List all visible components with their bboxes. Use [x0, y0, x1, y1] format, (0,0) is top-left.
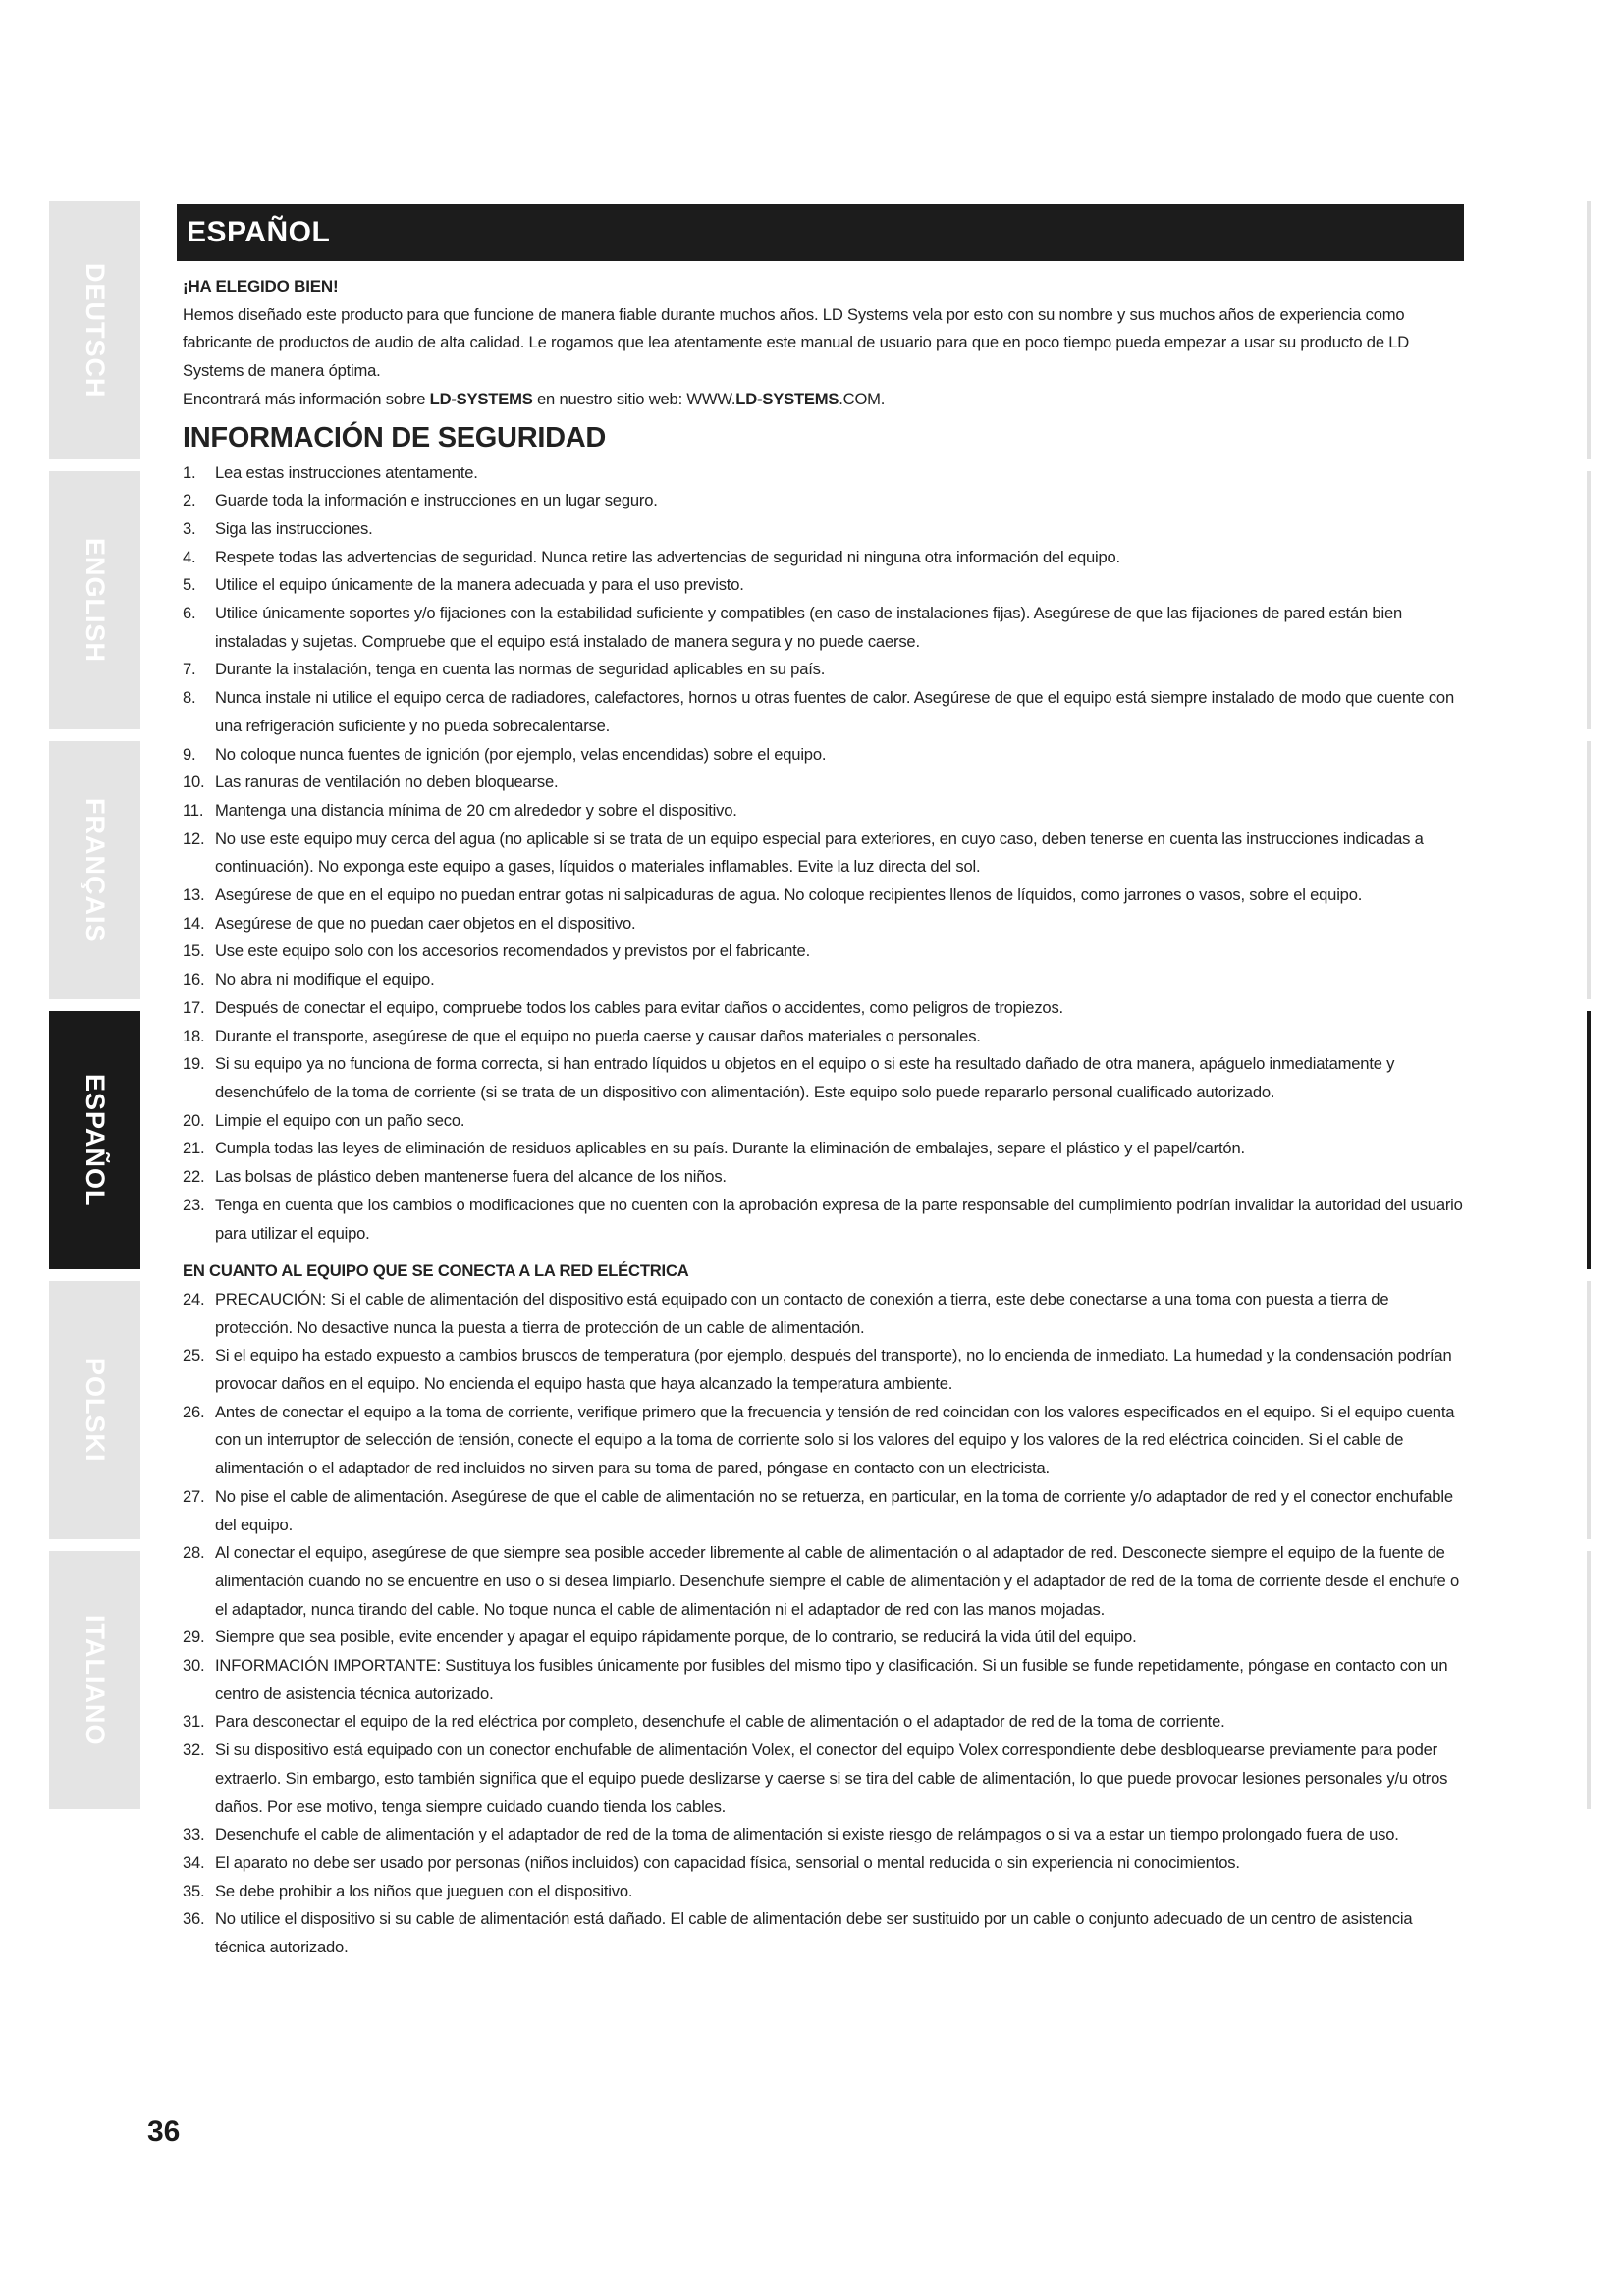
item-text: Tenga en cuenta que los cambios o modificaciones que no cuenten con la aprobación expresa de la parte responsable del cumplimiento podrían invalidar la autoridad del usuario para utilizar el equipo. [215, 1195, 1463, 1243]
list-item [183, 769, 1464, 797]
tab-espanol[interactable]: ESPAÑOL [49, 1011, 140, 1269]
edge-marker-polski [1587, 1281, 1591, 1539]
item-number: 19. [183, 1054, 205, 1074]
item-number: 8. [183, 688, 196, 708]
item-text: Cumpla todas las leyes de eliminación de residuos aplicables en su país. Durante la eliminación de embalajes, separe el plástico y el papel/cartón. [215, 1139, 1245, 1158]
list-item [183, 910, 1464, 938]
edge-marker-english [1587, 471, 1591, 729]
item-text: Al conectar el equipo, asegúrese de que siempre sea posible acceder libremente al cable de alimentación o al adaptador de red. Desconecte siempre el equipo de la fuente de alimentación cuando no se encuentre en uso o si desea limpiarlo. Desenchufe siempre el cable de alimentación y el adaptador de red de la toma de corriente desde el enchufe o el adaptador, nunca tirando del cable. No toque nunca el cable de alimentación ni el adaptador de red con las manos mojadas. [215, 1543, 1459, 1619]
item-text: El aparato no debe ser usado por personas (niños incluidos) con capacidad física, sensorial o mental reducida o sin experiencia ni conocimientos. [215, 1852, 1240, 1872]
item-number: 7. [183, 660, 196, 679]
electric-section-title: EN CUANTO AL EQUIPO QUE SE CONECTA A LA RED ELÉCTRICA [183, 1261, 689, 1281]
item-text: No coloque nunca fuentes de ignición (por ejemplo, velas encendidas) sobre el equipo. [215, 744, 827, 764]
item-number: 35. [183, 1881, 205, 1900]
item-text: No abra ni modifique el equipo. [215, 970, 435, 989]
item-number: 16. [183, 970, 205, 989]
list-item [183, 1286, 1464, 1342]
page-number: 36 [147, 2115, 181, 2148]
list-item [183, 544, 1464, 572]
list-item [183, 1163, 1464, 1192]
list-item [183, 826, 1464, 881]
item-text: Las ranuras de ventilación no deben bloquearse. [215, 773, 559, 792]
item-number: 12. [183, 828, 205, 848]
item-number: 10. [183, 773, 205, 792]
item-number: 14. [183, 913, 205, 933]
item-text: Asegúrese de que no puedan caer objetos en el dispositivo. [215, 913, 636, 933]
item-text: Mantenga una distancia mínima de 20 cm alrededor y sobre el dispositivo. [215, 800, 737, 820]
tab-english[interactable]: ENGLISH [49, 471, 140, 729]
item-text: No use este equipo muy cerca del agua (no aplicable si se trata de un equipo especial para exteriores, en cuyo caso, deben tenerse en cuenta las instrucciones indicadas a continuación). No exponga este equipo a gases, líquidos o materiales inflamables. Evite la luz directa del sol. [215, 828, 1424, 877]
item-text: Antes de conectar el equipo a la toma de corriente, verifique primero que la frecuencia y tensión de red coincidan con los valores especificados en el equipo. Si el equipo cuenta con un interruptor de selección de tensión, conecte el equipo a la toma de corriente solo si los valores del equipo y los valores de la red eléctrica coinciden. Si el cable de alimentación o el adaptador de red incluidos no sirven para su toma de pared, póngase en contacto con un electricista. [215, 1402, 1455, 1478]
safety-title: INFORMACIÓN DE SEGURIDAD [183, 421, 607, 454]
item-text: No pise el cable de alimentación. Asegúrese de que el cable de alimentación no se retuerza, en particular, en la toma de corriente y/o adaptador de red y el conector enchufable del equipo. [215, 1486, 1453, 1534]
item-number: 1. [183, 462, 196, 482]
list-item [183, 1539, 1464, 1624]
list-item [183, 741, 1464, 770]
item-text: Si el equipo ha estado expuesto a cambios bruscos de temperatura (por ejemplo, después del transporte), no lo encienda de inmediato. La humedad y la condensación podrían provocar daños en el equipo. No encienda el equipo hasta que haya alcanzado la temperatura ambiente. [215, 1346, 1452, 1394]
item-text: Siempre que sea posible, evite encender y apagar el equipo rápidamente porque, de lo contrario, se reducirá la vida útil del equipo. [215, 1628, 1137, 1647]
tab-deutsch[interactable]: DEUTSCH [49, 201, 140, 459]
list-item [183, 684, 1464, 740]
item-number: 31. [183, 1712, 205, 1732]
item-number: 30. [183, 1656, 205, 1676]
item-text: Utilice el equipo únicamente de la manera adecuada y para el uso previsto. [215, 575, 744, 595]
item-text: Use este equipo solo con los accesorios recomendados y previstos por el fabricante. [215, 941, 810, 961]
list-item [183, 994, 1464, 1023]
list-item [183, 1624, 1464, 1652]
item-number: 27. [183, 1486, 205, 1506]
item-number: 34. [183, 1852, 205, 1872]
item-number: 4. [183, 547, 196, 566]
electric-list [183, 1286, 1464, 1962]
item-text: Siga las instrucciones. [215, 518, 373, 538]
item-text: Las bolsas de plástico deben mantenerse fuera del alcance de los niños. [215, 1167, 727, 1187]
item-number: 2. [183, 491, 196, 510]
list-item [183, 1192, 1464, 1248]
list-item [183, 656, 1464, 684]
item-number: 25. [183, 1346, 205, 1365]
website-link[interactable]: LD-SYSTEMS [735, 389, 839, 408]
list-item [183, 1107, 1464, 1136]
list-item [183, 1342, 1464, 1398]
item-number: 18. [183, 1026, 205, 1045]
main-content [183, 273, 1464, 1962]
list-item [183, 1736, 1464, 1821]
item-number: 17. [183, 997, 205, 1017]
item-number: 20. [183, 1110, 205, 1130]
edge-marker-deutsch [1587, 201, 1591, 459]
list-item [183, 1821, 1464, 1849]
item-text: Asegúrese de que en el equipo no puedan entrar gotas ni salpicaduras de agua. No coloque recipientes llenos de líquidos, como jarrones o vasos, sobre el equipo. [215, 885, 1363, 905]
item-number: 26. [183, 1402, 205, 1421]
item-number: 11. [183, 800, 204, 820]
item-number: 5. [183, 575, 196, 595]
item-text: INFORMACIÓN IMPORTANTE: Sustituya los fusibles únicamente por fusibles del mismo tipo y clasificación. Si un fusible se funde repetidamente, póngase en contacto con un centro de asistencia técnica autorizado. [215, 1656, 1448, 1703]
list-item [183, 1708, 1464, 1736]
edge-marker-espanol [1587, 1011, 1591, 1269]
language-banner: ESPAÑOL [177, 204, 1464, 261]
item-text: Se debe prohibir a los niños que jueguen con el dispositivo. [215, 1881, 633, 1900]
list-item [183, 1905, 1464, 1961]
tab-francais[interactable]: FRANÇAIS [49, 741, 140, 999]
brand-name: LD-SYSTEMS [429, 389, 533, 408]
item-number: 33. [183, 1825, 205, 1844]
website-line: Encontrará más información sobre LD-SYSTEMS en nuestro sitio web: WWW.LD-SYSTEMS.COM. [183, 389, 886, 408]
list-item [183, 600, 1464, 656]
list-item [183, 1849, 1464, 1878]
item-text: Durante la instalación, tenga en cuenta las normas de seguridad aplicables en su país. [215, 660, 826, 679]
item-number: 29. [183, 1628, 205, 1647]
list-item [183, 571, 1464, 600]
item-text: Si su equipo ya no funciona de forma correcta, si han entrado líquidos u objetos en el equipo o si este ha resultado dañado de otra manera, apáguelo inmediatamente y desenchúfelo de la toma de corriente (si se trata de un dispositivo con alimentación). Este equipo solo puede repararlo personal cualificado autorizado. [215, 1054, 1395, 1101]
item-text: Para desconectar el equipo de la red eléctrica por completo, desenchufe el cable de alimentación o el adaptador de red de la toma de corriente. [215, 1712, 1225, 1732]
item-number: 23. [183, 1195, 205, 1214]
item-number: 22. [183, 1167, 205, 1187]
item-number: 32. [183, 1740, 205, 1760]
item-text: Utilice únicamente soportes y/o fijaciones con la estabilidad suficiente y compatibles (en caso de instalaciones fijas). Asegúrese de que las fijaciones de pared están bien instaladas y sujetas. Compruebe que el equipo está instalado de manera segura y no puede caerse. [215, 604, 1403, 651]
item-number: 36. [183, 1909, 205, 1929]
list-item [183, 1050, 1464, 1106]
item-text: No utilice el dispositivo si su cable de alimentación está dañado. El cable de alimentación debe ser sustituido por un cable o conjunto adecuado de un centro de asistencia técnica autorizado. [215, 1909, 1413, 1957]
list-item [183, 797, 1464, 826]
item-text: Limpie el equipo con un paño seco. [215, 1110, 465, 1130]
list-item [183, 881, 1464, 910]
list-item [183, 1652, 1464, 1708]
item-number: 13. [183, 885, 205, 905]
edge-marker-francais [1587, 741, 1591, 999]
item-number: 21. [183, 1139, 205, 1158]
item-number: 9. [183, 744, 196, 764]
tab-polski[interactable]: POLSKI [49, 1281, 140, 1539]
list-item [183, 1135, 1464, 1163]
list-item [183, 937, 1464, 966]
list-item [183, 1878, 1464, 1906]
item-text: Desenchufe el cable de alimentación y el adaptador de red de la toma de alimentación si existe riesgo de relámpagos o si va a estar un tiempo prolongado fuera de uso. [215, 1825, 1399, 1844]
item-text: Después de conectar el equipo, compruebe todos los cables para evitar daños o accidentes, como peligros de tropiezos. [215, 997, 1063, 1017]
list-item [183, 515, 1464, 544]
item-text: Lea estas instrucciones atentamente. [215, 462, 478, 482]
tab-italiano[interactable]: ITALIANO [49, 1551, 140, 1809]
intro-title: ¡HA ELEGIDO BIEN! [183, 277, 339, 295]
item-number: 6. [183, 604, 196, 623]
safety-list [183, 459, 1464, 1249]
list-item [183, 1483, 1464, 1539]
item-text: Respete todas las advertencias de seguridad. Nunca retire las advertencias de seguridad ni ninguna otra información del equipo. [215, 547, 1120, 566]
list-item [183, 459, 1464, 488]
item-number: 28. [183, 1543, 205, 1563]
edge-marker-italiano [1587, 1551, 1591, 1809]
item-text: Nunca instale ni utilice el equipo cerca de radiadores, calefactores, hornos u otras fuentes de calor. Asegúrese de que el equipo está siempre instalado de modo que cuente con una refrigeración suficiente y no pueda sobrecalentarse. [215, 688, 1454, 735]
item-number: 3. [183, 518, 196, 538]
list-item [183, 966, 1464, 994]
intro-paragraph: Hemos diseñado este producto para que funcione de manera fiable durante muchos años. LD Systems vela por esto con su nombre y sus muchos años de experiencia como fabricante de productos de audio de alta calidad. Le rogamos que lea atentamente este manual de usuario para que en poco tiempo pueda empezar a usar su producto de LD Systems de manera óptima. [183, 304, 1410, 381]
list-item [183, 487, 1464, 515]
item-number: 15. [183, 941, 205, 961]
item-text: Si su dispositivo está equipado con un conector enchufable de alimentación Volex, el conector del equipo Volex correspondiente debe desbloquearse previamente para poder extraerlo. Sin embargo, esto también significa que el equipo puede deslizarse y caerse si se tira del cable de alimentación, lo que puede provocar lesiones personales y/u otros daños. Por ese motivo, tenga siempre cuidado cuando tienda los cables. [215, 1740, 1448, 1816]
item-text: PRECAUCIÓN: Si el cable de alimentación del dispositivo está equipado con un contacto de conexión a tierra, este debe conectarse a una toma con puesta a tierra de protección. No desactive nunca la puesta a tierra de protección de un cable de alimentación. [215, 1289, 1389, 1337]
item-number: 24. [183, 1289, 205, 1308]
item-text: Durante el transporte, asegúrese de que el equipo no pueda caerse y causar daños materiales o personales. [215, 1026, 981, 1045]
list-item [183, 1399, 1464, 1483]
item-text: Guarde toda la información e instrucciones en un lugar seguro. [215, 491, 658, 510]
list-item [183, 1023, 1464, 1051]
